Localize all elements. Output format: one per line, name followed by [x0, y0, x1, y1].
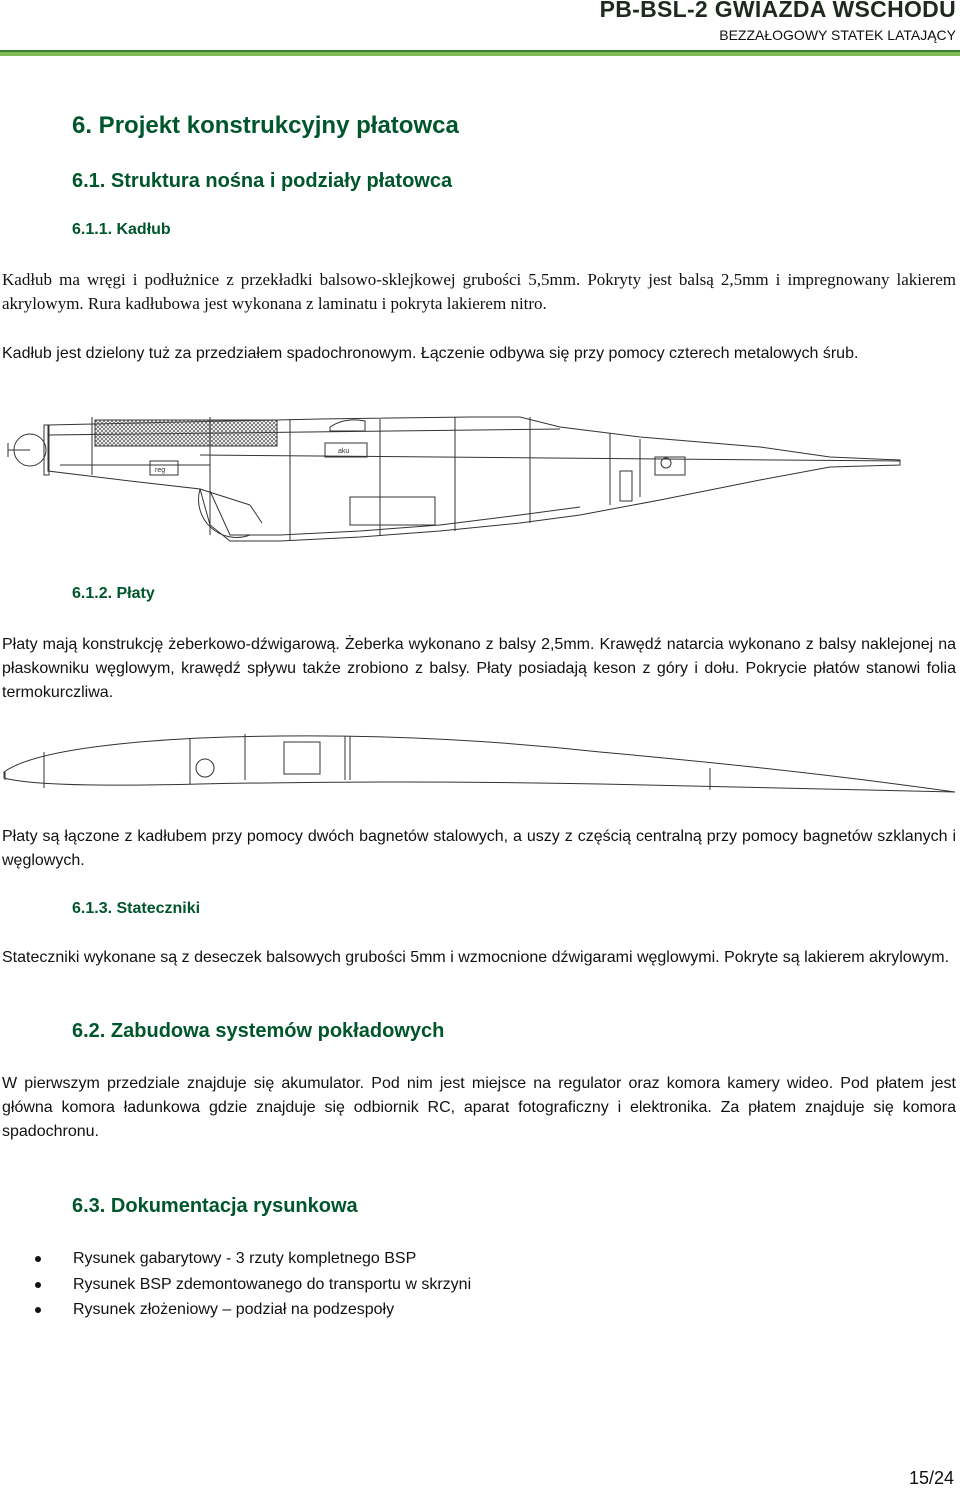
bullet-icon: [35, 1256, 41, 1262]
wings-paragraph-1: Płaty mają konstrukcję żeberkowo-dźwigarową. Żeberka wykonano z balsy 2,5mm. Krawędź natarcia wykonano z balsy naklejonej na płaskowniku węglowym, krawędź spływu także zrobiono z balsy. Płaty posiadają keson z góry i dołu. Pokrycie płatów stanowi folia termokurczliwa.: [2, 636, 956, 701]
section-6-1-3-heading: 6.1.3. Stateczniki: [72, 900, 201, 917]
bullet-icon: [35, 1307, 41, 1313]
fuselage-paragraph-2: Kadłub jest dzielony tuż za przedziałem spadochronowym. Łączenie odbywa się przy pomocy czterech metalowych śrub.: [2, 345, 859, 362]
list-item: Rysunek BSP zdemontowanego do transportu w skrzyni: [30, 1272, 471, 1298]
document-header-subtitle: BEZZAŁOGOWY STATEK LATAJĄCY: [719, 27, 956, 43]
section-6-1-heading: 6.1. Struktura nośna i podziały płatowca: [72, 170, 453, 192]
fuselage-paragraph-1: Kadłub ma wręgi i podłużnice z przekładki balsowo-sklejkowej grubości 5,5mm. Pokryty jest balsą 2,5mm i impregnowany lakierem akrylowym. Rura kadłubowa jest wykonana z laminatu i pokryta lakierem nitro.: [2, 270, 956, 313]
document-header-title: PB-BSL-2 GWIAZDA WSCHODU: [599, 0, 956, 22]
fuselage-drawing: [0, 405, 905, 565]
section-6-1-2-heading: 6.1.2. Płaty: [72, 585, 155, 602]
drawings-list: [30, 1246, 471, 1323]
wings-paragraph-2: Płaty są łączone z kadłubem przy pomocy dwóch bagnetów stalowych, a uszy z częścią centralną przy pomocy bagnetów szklanych i węglowych.: [2, 828, 956, 869]
section-6-3-heading: 6.3. Dokumentacja rysunkowa: [72, 1195, 358, 1217]
header-divider: [0, 50, 960, 56]
drawing-label-a: reg: [155, 467, 166, 474]
section-6-1-1-heading: 6.1.1. Kadłub: [72, 221, 171, 238]
wing-airfoil-drawing: [0, 728, 960, 800]
section-6-heading: 6. Projekt konstrukcyjny płatowca: [72, 112, 459, 139]
onboard-systems-paragraph: W pierwszym przedziale znajduje się akumulator. Pod nim jest miejsce na regulator oraz komora kamery wideo. Pod płatem jest główna komora ładunkowa gdzie znajduje się odbiornik RC, aparat fotograficzny i elektronika. Za płatem znajduje się komora spadochronu.: [2, 1075, 956, 1140]
drawing-label-b: aku: [338, 448, 350, 455]
page-number: 15/24: [908, 1468, 954, 1488]
section-6-2-heading: 6.2. Zabudowa systemów pokładowych: [72, 1020, 445, 1042]
list-item: Rysunek gabarytowy - 3 rzuty kompletnego BSP: [30, 1246, 471, 1272]
stabilizers-paragraph: Stateczniki wykonane są z deseczek balsowych grubości 5mm i wzmocnione dźwigarami węglowymi. Pokryte są lakierem akrylowym.: [2, 949, 950, 966]
bullet-icon: [35, 1282, 41, 1288]
list-item: Rysunek złożeniowy – podział na podzespoły: [30, 1297, 471, 1323]
